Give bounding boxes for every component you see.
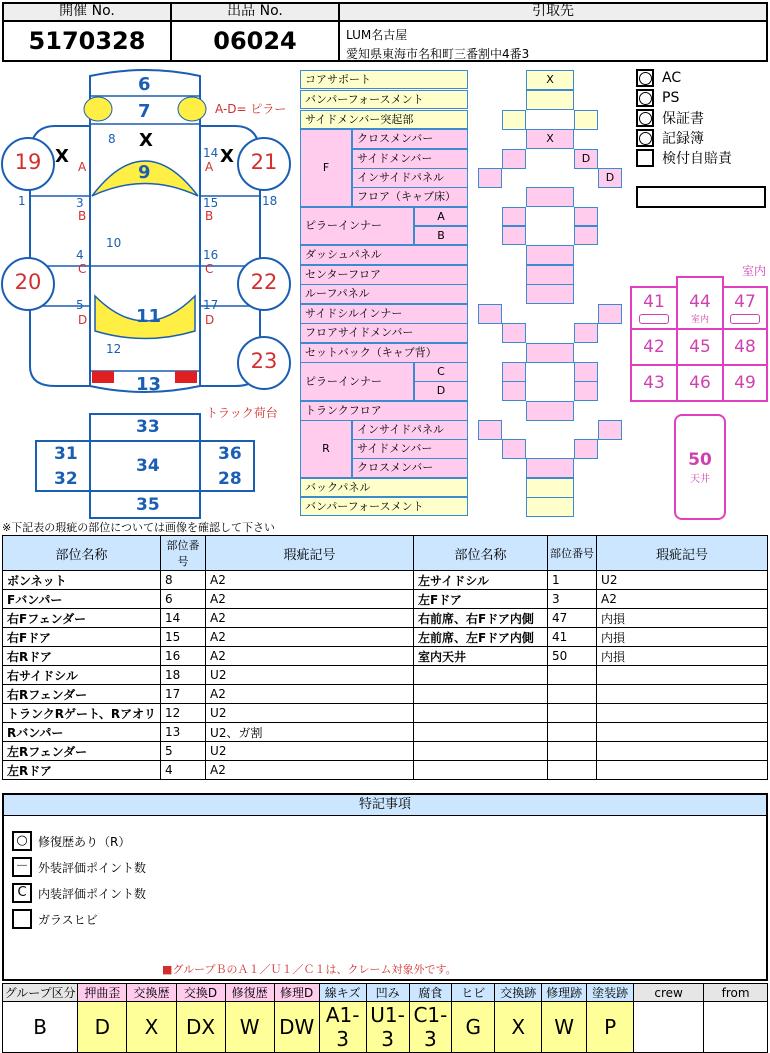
part-name: 右Fフェンダー (3, 609, 161, 628)
part-side-member-proj: サイドメンバー突起部 (300, 110, 468, 129)
part-bumper-reinf-r: バンパーフォースメント (300, 497, 468, 516)
frame-cell-cross-r (526, 458, 574, 478)
zone-5: 5 (76, 298, 84, 312)
summary-header: 交換歴 (127, 984, 176, 1002)
part-name (414, 666, 548, 685)
damage-table (2, 535, 768, 780)
part-name (414, 742, 548, 761)
part-number: 12 (161, 704, 206, 723)
circle-mark-icon (639, 92, 652, 105)
summary-header: 線キズ (319, 984, 366, 1002)
summary-header: 修理跡 (542, 984, 587, 1002)
zone-3: 3 (76, 196, 84, 210)
part-name: Fバンパー (3, 590, 161, 609)
part-number (548, 761, 597, 780)
summary-value-row (3, 1002, 768, 1053)
table-row (3, 704, 768, 723)
pillar-b-left: B (78, 209, 87, 223)
damage-code: A2 (206, 628, 414, 647)
summary-value: X (495, 1002, 542, 1053)
interior-num: 47 (734, 292, 756, 312)
damage-code: A2 (206, 590, 414, 609)
interior-43: 43 (630, 364, 678, 402)
table-row (3, 761, 768, 780)
summary-table (2, 983, 768, 1053)
part-side-member-f: サイドメンバー (352, 149, 468, 169)
interior-num: 50 (688, 450, 712, 470)
zone-34: 34 (136, 456, 160, 476)
zone-13: 13 (136, 374, 162, 395)
part-number: 18 (161, 666, 206, 685)
equipment-list (636, 68, 766, 168)
part-inside-panel-f: インサイドパネル (352, 168, 468, 188)
part-dash-panel: ダッシュパネル (300, 245, 468, 265)
damage-code: A2 (206, 685, 414, 704)
equip-warranty (636, 108, 766, 128)
buyer-label: 引取先 (340, 4, 766, 22)
part-name: トランクRゲート、Rアオリ (3, 704, 161, 723)
damage-code: 内損 (597, 647, 768, 666)
zone-23: 23 (250, 349, 278, 373)
part-bumper-reinf-f: バンパーフォースメント (300, 90, 468, 109)
summary-value (704, 1002, 768, 1053)
legend-box (12, 909, 32, 929)
frame-cell-setback (526, 343, 574, 363)
legend-box: ○ (12, 831, 32, 851)
zone-14: 14 (203, 146, 219, 160)
part-back-panel: バックパネル (300, 478, 468, 497)
frame-mark-core: X (546, 73, 554, 86)
summary-value: A1-3 (319, 1002, 366, 1053)
part-pillar-a: A (414, 207, 468, 226)
frame-cell-center (526, 265, 574, 285)
col-code: 瑕疵記号 (597, 536, 768, 571)
damage-code (597, 704, 768, 723)
frame-cell-pb-r (574, 226, 598, 245)
pillar-a-left: A (78, 160, 87, 174)
interior-label: 室内 (742, 264, 767, 278)
part-number: 15 (161, 628, 206, 647)
frame-cell-proj-l (502, 110, 526, 130)
legend-exterior (12, 857, 146, 877)
lot-no-box (170, 2, 340, 62)
zone-33: 33 (136, 417, 160, 437)
frame-cell-inside-r-r (598, 420, 622, 440)
summary-value: C1-3 (409, 1002, 452, 1053)
part-number: 14 (161, 609, 206, 628)
checkbox-ps (636, 89, 654, 107)
zone-28: 28 (218, 469, 242, 489)
interior-41 (630, 286, 678, 330)
frame-cell-inside-r-l (478, 420, 502, 440)
interior-50-ceiling (674, 414, 726, 520)
summary-header: 押曲歪 (78, 984, 127, 1002)
interior-47 (722, 286, 768, 330)
summary-header: 修理D (274, 984, 319, 1002)
car-diagram (0, 66, 300, 526)
part-number: 16 (161, 647, 206, 666)
col-part: 部位名称 (414, 536, 548, 571)
part-name (414, 704, 548, 723)
part-number: 4 (161, 761, 206, 780)
part-number: 1 (548, 571, 597, 590)
frame-cell-pa-l (502, 207, 526, 226)
part-name: 右Fドア (3, 628, 161, 647)
summary-value: W (225, 1002, 274, 1053)
table-row (3, 742, 768, 761)
frame-cell-proj-r (574, 110, 598, 130)
summary-header: from (704, 984, 768, 1002)
damage-x-mark: X (220, 146, 234, 167)
part-number: 3 (548, 590, 597, 609)
summary-value: D (78, 1002, 127, 1053)
equip-label: PS (662, 90, 680, 106)
equip-label: AC (662, 70, 682, 86)
damage-header-row (3, 536, 768, 571)
damage-code: A2 (206, 609, 414, 628)
part-pillar-c: C (414, 362, 468, 382)
legend-interior (12, 883, 146, 903)
zone-36: 36 (218, 444, 242, 464)
interior-grid (630, 276, 768, 402)
summary-value: DX (176, 1002, 225, 1053)
summary-value (634, 1002, 704, 1053)
frame-cell-pd-r (574, 381, 598, 401)
pillar-a-right: A (205, 160, 214, 174)
pillar-b-right: B (205, 209, 214, 223)
summary-header: 凹み (366, 984, 409, 1002)
part-number: 50 (548, 647, 597, 666)
part-number (548, 704, 597, 723)
circle-mark-icon (639, 112, 652, 125)
interior-49: 49 (722, 364, 768, 402)
part-core-support: コアサポート (300, 70, 468, 89)
frame-cell-floor (526, 187, 574, 207)
summary-header: crew (634, 984, 704, 1002)
summary-header: 交換D (176, 984, 225, 1002)
remarks-notice: ■グループＢのＡ１／Ｕ１／Ｃ１は、クレーム対象外です。 (162, 963, 457, 976)
zone-18: 18 (262, 194, 278, 208)
zone-21: 21 (250, 150, 278, 174)
frame-cell-back (526, 478, 574, 498)
legend-box: C (12, 883, 32, 903)
part-f-group: F (300, 129, 352, 207)
summary-header: ヒビ (452, 984, 495, 1002)
interior-sub: 室内 (690, 315, 709, 325)
col-no: 部位番号 (161, 536, 206, 571)
checkbox-ac (636, 69, 654, 87)
summary-value: G (452, 1002, 495, 1053)
equip-label: 検付自賠責 (662, 151, 732, 167)
col-no: 部位番号 (548, 536, 597, 571)
legend-text: ガラスヒビ (38, 912, 98, 927)
frame-cell-sill-l (478, 304, 502, 324)
frame-cell-side-r-r (574, 439, 598, 459)
part-name (414, 761, 548, 780)
frame-cell-pc-r (574, 362, 598, 382)
damage-code: A2 (206, 571, 414, 590)
pillar-d-left: D (78, 313, 88, 327)
part-inside-panel-r: インサイドパネル (352, 420, 468, 440)
table-row (3, 723, 768, 742)
table-row (3, 571, 768, 590)
part-name (414, 723, 548, 742)
part-name: 左前席、左Fドア内側 (414, 628, 548, 647)
part-name: 左サイドシル (414, 571, 548, 590)
table-row (3, 628, 768, 647)
interior-num: 44 (689, 292, 711, 312)
zone-6: 6 (138, 74, 151, 95)
zone-19: 19 (14, 150, 42, 174)
summary-header-row (3, 984, 768, 1002)
equip-label: 保証書 (662, 111, 704, 127)
equip-label: 記録簿 (662, 131, 704, 147)
legend-text: 内装評価ポイント数 (38, 886, 147, 901)
lot-no-label: 出品 No. (172, 4, 338, 22)
legend-repair (12, 831, 130, 851)
auction-no-box (2, 2, 172, 62)
part-number: 47 (548, 609, 597, 628)
zone-32: 32 (54, 469, 78, 489)
zone-15: 15 (203, 196, 219, 210)
damage-code: U2 (206, 704, 414, 723)
legend-text: 修復歴あり（R） (38, 834, 131, 849)
buyer-box (338, 2, 768, 62)
part-name: 右Rドア (3, 647, 161, 666)
remarks-box (2, 793, 768, 981)
remarks-title: 特記事項 (4, 795, 766, 816)
part-number: 13 (161, 723, 206, 742)
equip-ac (636, 68, 766, 88)
frame-mark-inside-f: D (605, 171, 615, 184)
pillar-label: A-D= ピラー (215, 102, 287, 116)
lot-no: 06024 (213, 27, 297, 55)
frame-cell-side-f-l (502, 149, 526, 169)
summary-value: W (542, 1002, 587, 1053)
part-name: 右Rフェンダー (3, 685, 161, 704)
summary-value: DW (274, 1002, 319, 1053)
part-name: 右サイドシル (3, 666, 161, 685)
summary-header: 交換跡 (495, 984, 542, 1002)
damage-x-mark: X (55, 146, 69, 167)
frame-cell-fsm-l (502, 323, 526, 343)
frame-cell-pd-l (502, 381, 526, 401)
zone-12: 12 (106, 342, 122, 356)
interior-sub: 天井 (690, 474, 710, 485)
equip-ps (636, 88, 766, 108)
zone-10: 10 (106, 236, 122, 250)
part-number: 17 (161, 685, 206, 704)
checkbox-warranty (636, 109, 654, 127)
damage-x-mark: X (139, 130, 153, 151)
zone-7: 7 (138, 101, 151, 122)
damage-code (597, 761, 768, 780)
summary-value: B (3, 1002, 78, 1053)
frame-mark-side-f: D (581, 152, 591, 165)
part-set-back: セットバック（キャブ背） (300, 343, 468, 363)
buyer-address: 愛知県東海市名和町三番割中4番3 (346, 47, 530, 61)
part-pillar-d: D (414, 381, 468, 401)
frame-cell-roof (526, 284, 574, 304)
buyer-name: LUM名古屋 (346, 28, 408, 42)
summary-value: U1-3 (366, 1002, 409, 1053)
part-roof-panel: ルーフパネル (300, 284, 468, 304)
legend-text: 外装評価ポイント数 (38, 860, 147, 875)
part-name: 左Fドア (414, 590, 548, 609)
frame-cell-bumper-f (526, 90, 574, 110)
table-row (3, 685, 768, 704)
part-name: ボンネット (3, 571, 161, 590)
part-pillar-inner-ab: ピラーインナー (300, 207, 414, 245)
frame-cell-side-r-l (502, 439, 526, 459)
zone-20: 20 (14, 270, 42, 294)
frame-cell-inside-f-l (478, 168, 502, 188)
interior-48: 48 (722, 328, 768, 366)
part-number (548, 723, 597, 742)
summary-value: X (127, 1002, 176, 1053)
summary-header: 修復歴 (225, 984, 274, 1002)
zone-35: 35 (136, 495, 160, 515)
part-name: 左Rドア (3, 761, 161, 780)
zone-22: 22 (250, 270, 278, 294)
part-number: 41 (548, 628, 597, 647)
circle-mark-icon (639, 72, 652, 85)
damage-code (597, 723, 768, 742)
part-floor-cab: フロア（キャブ床） (352, 187, 468, 207)
part-pillar-b: B (414, 226, 468, 245)
zone-8: 8 (108, 132, 116, 146)
part-side-member-r: サイドメンバー (352, 439, 468, 459)
part-cross-member-f: クロスメンバー (352, 129, 468, 149)
seat-icon (639, 314, 669, 324)
damage-code (597, 666, 768, 685)
interior-44 (676, 276, 724, 330)
zone-11: 11 (136, 306, 162, 327)
damage-code: A2 (597, 590, 768, 609)
summary-header: グループ区分 (3, 984, 78, 1002)
part-trunk-floor: トランクフロア (300, 401, 468, 421)
table-row (3, 590, 768, 609)
part-center-floor: センターフロア (300, 265, 468, 285)
damage-code: 内損 (597, 628, 768, 647)
part-number: 6 (161, 590, 206, 609)
blank-box (636, 186, 766, 208)
part-number (548, 666, 597, 685)
damage-code: A2 (206, 647, 414, 666)
zone-1: 1 (18, 194, 26, 208)
part-pillar-inner-cd: ピラーインナー (300, 362, 414, 401)
damage-code (597, 742, 768, 761)
part-name: 左Rフェンダー (3, 742, 161, 761)
summary-value: P (587, 1002, 634, 1053)
damage-code: A2 (206, 761, 414, 780)
damage-note: ※下記表の瑕疵の部位については画像を確認して下さい (2, 521, 275, 534)
checkbox-insurance (636, 149, 654, 167)
zone-31: 31 (54, 444, 78, 464)
truck-label: トラック荷台 (206, 406, 278, 420)
part-name: 室内天井 (414, 647, 548, 666)
part-r-group: R (300, 420, 352, 478)
circle-mark-icon (639, 132, 652, 145)
legend-glass (12, 909, 98, 929)
pillar-c-right: C (205, 262, 214, 276)
interior-46: 46 (676, 364, 724, 402)
table-row (3, 666, 768, 685)
part-side-sill-inner: サイドシルインナー (300, 304, 468, 324)
equip-records (636, 128, 766, 148)
zone-9: 9 (138, 162, 151, 183)
part-cross-member-r: クロスメンバー (352, 458, 468, 478)
frame-cell-fsm-r (574, 323, 598, 343)
table-row (3, 647, 768, 666)
interior-45: 45 (676, 328, 724, 366)
interior-num: 41 (643, 292, 665, 312)
damage-code (597, 685, 768, 704)
equip-insurance (636, 148, 766, 168)
part-number (548, 742, 597, 761)
table-row (3, 609, 768, 628)
damage-code: U2 (597, 571, 768, 590)
part-number: 5 (161, 742, 206, 761)
part-name: Rバンパー (3, 723, 161, 742)
summary-header: 腐食 (409, 984, 452, 1002)
damage-code: U2 (206, 742, 414, 761)
damage-code: U2、ガ割 (206, 723, 414, 742)
part-number: 8 (161, 571, 206, 590)
pillar-d-right: D (205, 313, 215, 327)
col-code: 瑕疵記号 (206, 536, 414, 571)
frame-cell-pb-l (502, 226, 526, 245)
frame-cell-pa-r (574, 207, 598, 226)
interior-42: 42 (630, 328, 678, 366)
summary-header: 塗装跡 (587, 984, 634, 1002)
frame-cell-pc-l (502, 362, 526, 382)
part-floor-side-member: フロアサイドメンバー (300, 323, 468, 343)
frame-cell-dash (526, 245, 574, 265)
zone-4: 4 (76, 248, 84, 262)
auction-no-label: 開催 No. (4, 4, 170, 22)
zone-16: 16 (203, 248, 219, 262)
part-name (414, 685, 548, 704)
col-part: 部位名称 (3, 536, 161, 571)
auction-no: 5170328 (28, 27, 146, 55)
pillar-c-left: C (78, 262, 87, 276)
frame-mark-cross-f: X (546, 132, 554, 145)
frame-cell-trunk (526, 401, 574, 421)
legend-box: － (12, 857, 32, 877)
damage-code: 内損 (597, 609, 768, 628)
frame-cell-sill-r (598, 304, 622, 324)
checkbox-records (636, 129, 654, 147)
part-number (548, 685, 597, 704)
seat-icon (730, 314, 760, 324)
zone-17: 17 (203, 298, 219, 312)
damage-code: U2 (206, 666, 414, 685)
part-name: 右前席、右Fドア内側 (414, 609, 548, 628)
frame-cell-bumper-r (526, 497, 574, 517)
